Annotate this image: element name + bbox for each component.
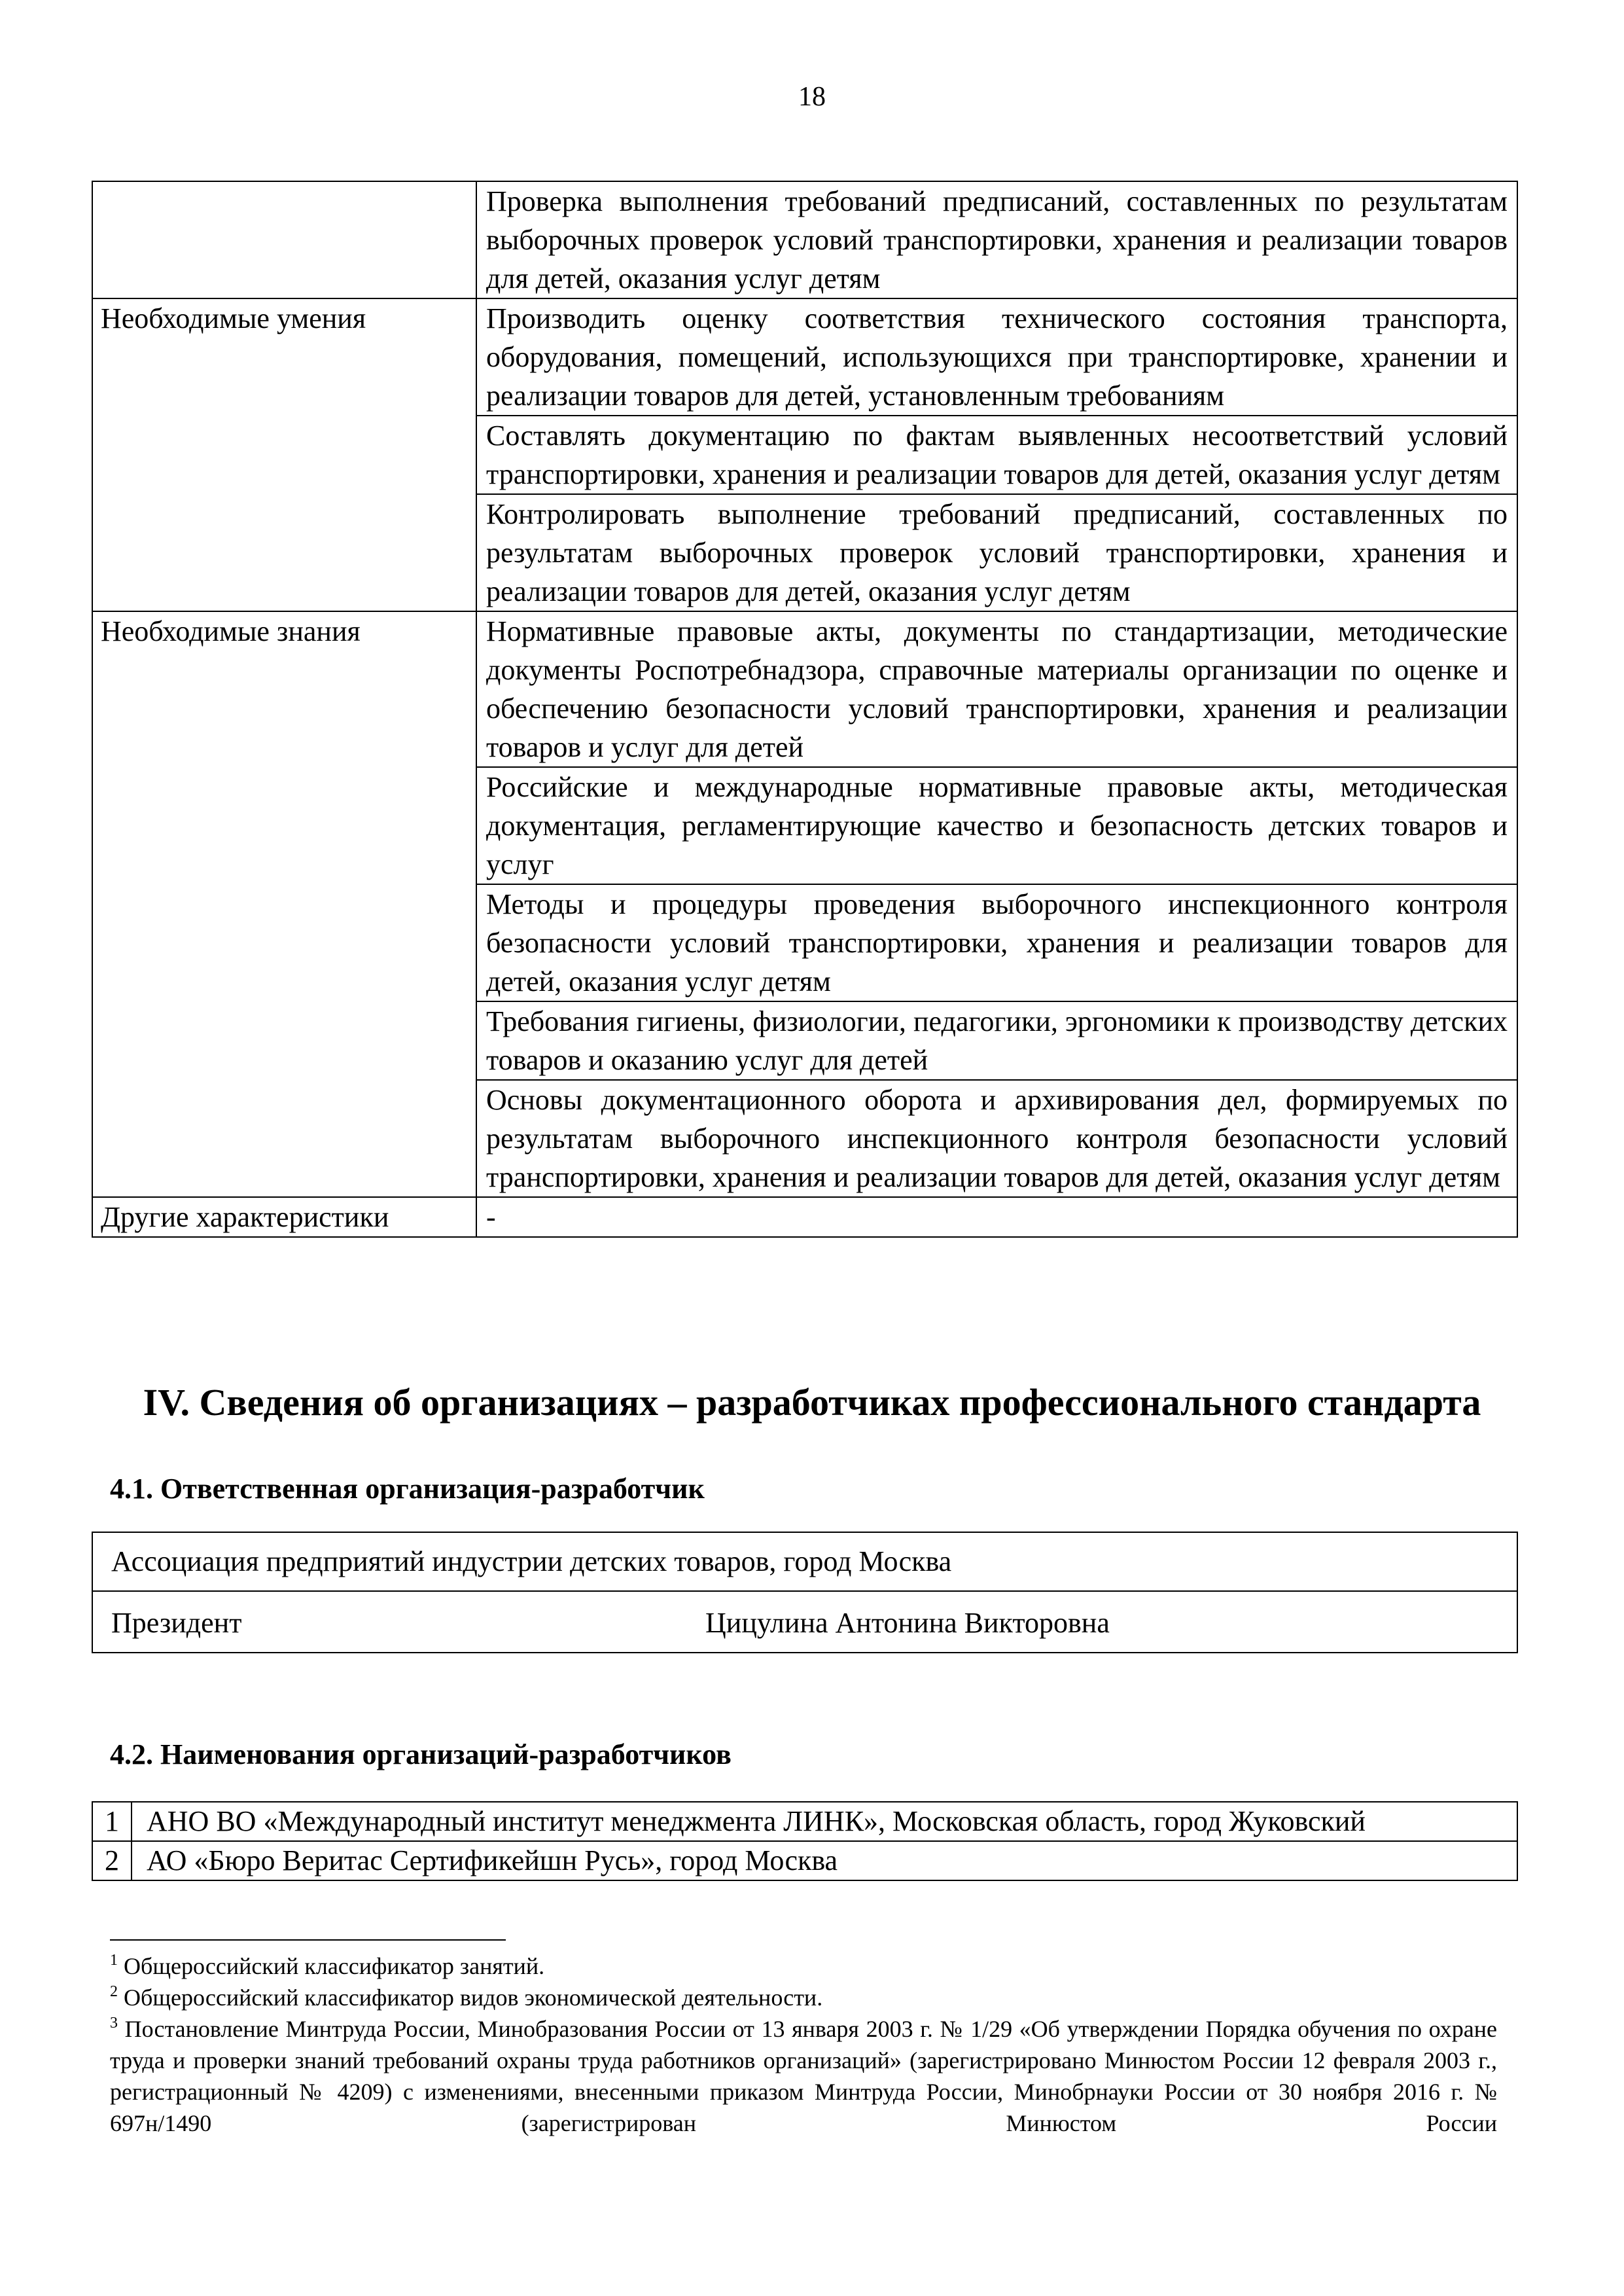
- category-cell-empty: [92, 181, 476, 298]
- footnote-separator: [110, 1939, 506, 1941]
- category-skills: Необходимые умения: [92, 298, 476, 611]
- divider: [93, 1590, 1517, 1592]
- developer-org-name: АО «Бюро Веритас Сертификейшн Русь», город Москва: [132, 1841, 1517, 1880]
- footnotes: [110, 1950, 1497, 2139]
- footnote-text: Общероссийский классификатор занятий.: [124, 1953, 545, 1979]
- row-number: 1: [92, 1802, 132, 1841]
- requirement-item: Методы и процедуры проведения выборочного инспекционного контроля безопасности условий транспортировки, хранения и реализации товаров для детей, оказания услуг детям: [476, 884, 1517, 1001]
- table-row: [92, 611, 1517, 767]
- requirement-item: Составлять документацию по фактам выявленных несоответствий условий транспортировки, хранения и реализации товаров для детей, оказания услуг детям: [476, 416, 1517, 494]
- row-number: 2: [92, 1841, 132, 1880]
- category-knowledge: Необходимые знания: [92, 611, 476, 1197]
- requirement-item: Требования гигиены, физиологии, педагогики, эргономики к производству детских товаров и оказанию услуг для детей: [476, 1001, 1517, 1080]
- category-other: Другие характеристики: [92, 1197, 476, 1237]
- table-row: [92, 1197, 1517, 1237]
- footnote: [110, 2013, 1497, 2139]
- requirement-item: Производить оценку соответствия технического состояния транспорта, оборудования, помещений, использующихся при транспортировке, хранении и реализации товаров для детей, установленным требованиям: [476, 298, 1517, 416]
- footnote-mark: 3: [110, 2015, 118, 2032]
- footnote: [110, 1950, 1497, 1982]
- president-label: Президент: [111, 1607, 242, 1639]
- table-row: [92, 1841, 1517, 1880]
- responsible-org-heading: 4.1. Ответственная организация-разработчик: [110, 1473, 705, 1505]
- requirement-item: Контролировать выполнение требований предписаний, составленных по результатам выборочных проверок условий транспортировки, хранения и реализации товаров для детей, оказания услуг детям: [476, 494, 1517, 611]
- requirements-table: [92, 181, 1518, 1238]
- president-name: Цицулина Антонина Викторовна: [705, 1607, 1110, 1639]
- footnote-mark: 2: [110, 1983, 118, 2000]
- developer-org-name: АНО ВО «Международный институт менеджмента ЛИНК», Московская область, город Жуковский: [132, 1802, 1517, 1841]
- footnote: [110, 1982, 1497, 2013]
- requirement-item: -: [476, 1197, 1517, 1237]
- footnote-text: Постановление Минтруда России, Минобразования России от 13 января 2003 г. № 1/29 «Об утверждении Порядка обучения по охране труда и проверки знаний требований охраны труда работников организаций» (зарегистрировано Минюстом России 12 февраля 2003 г., регистрационный № 4209) с изменениями, внесенными приказом Минтруда России, Минобрнауки России от 30 ноября 2016 г. № 697н/1490 (зарегистрирован Минюстом России: [110, 2016, 1497, 2136]
- responsible-org-name: Ассоциация предприятий индустрии детских товаров, город Москва: [111, 1545, 952, 1577]
- table-row: [92, 298, 1517, 416]
- section-title: IV. Сведения об организациях – разработчиках профессионального стандарта: [143, 1381, 1481, 1424]
- page-number: 18: [798, 82, 826, 112]
- developer-orgs-heading: 4.2. Наименования организаций-разработчиков: [110, 1738, 732, 1770]
- requirement-item: Основы документационного оборота и архивирования дел, формируемых по результатам выборочного инспекционного контроля безопасности условий транспортировки, хранения и реализации товаров для детей, оказания услуг детям: [476, 1080, 1517, 1197]
- table-row: [92, 1802, 1517, 1841]
- footnote-text: Общероссийский классификатор видов экономической деятельности.: [124, 1984, 823, 2011]
- responsible-org-box: [92, 1532, 1518, 1653]
- developer-orgs-table: [92, 1801, 1518, 1881]
- footnote-mark: 1: [110, 1952, 118, 1969]
- requirement-item: Российские и международные нормативные правовые акты, методическая документация, регламентирующие качество и безопасность детских товаров и услуг: [476, 767, 1517, 884]
- requirement-item: Нормативные правовые акты, документы по стандартизации, методические документы Роспотребнадзора, справочные материалы организации по оценке и обеспечению безопасности условий транспортировки, хранения и реализации товаров и услуг для детей: [476, 611, 1517, 767]
- requirement-item: Проверка выполнения требований предписаний, составленных по результатам выборочных проверок условий транспортировки, хранения и реализации товаров для детей, оказания услуг детям: [476, 181, 1517, 298]
- table-row: [92, 181, 1517, 298]
